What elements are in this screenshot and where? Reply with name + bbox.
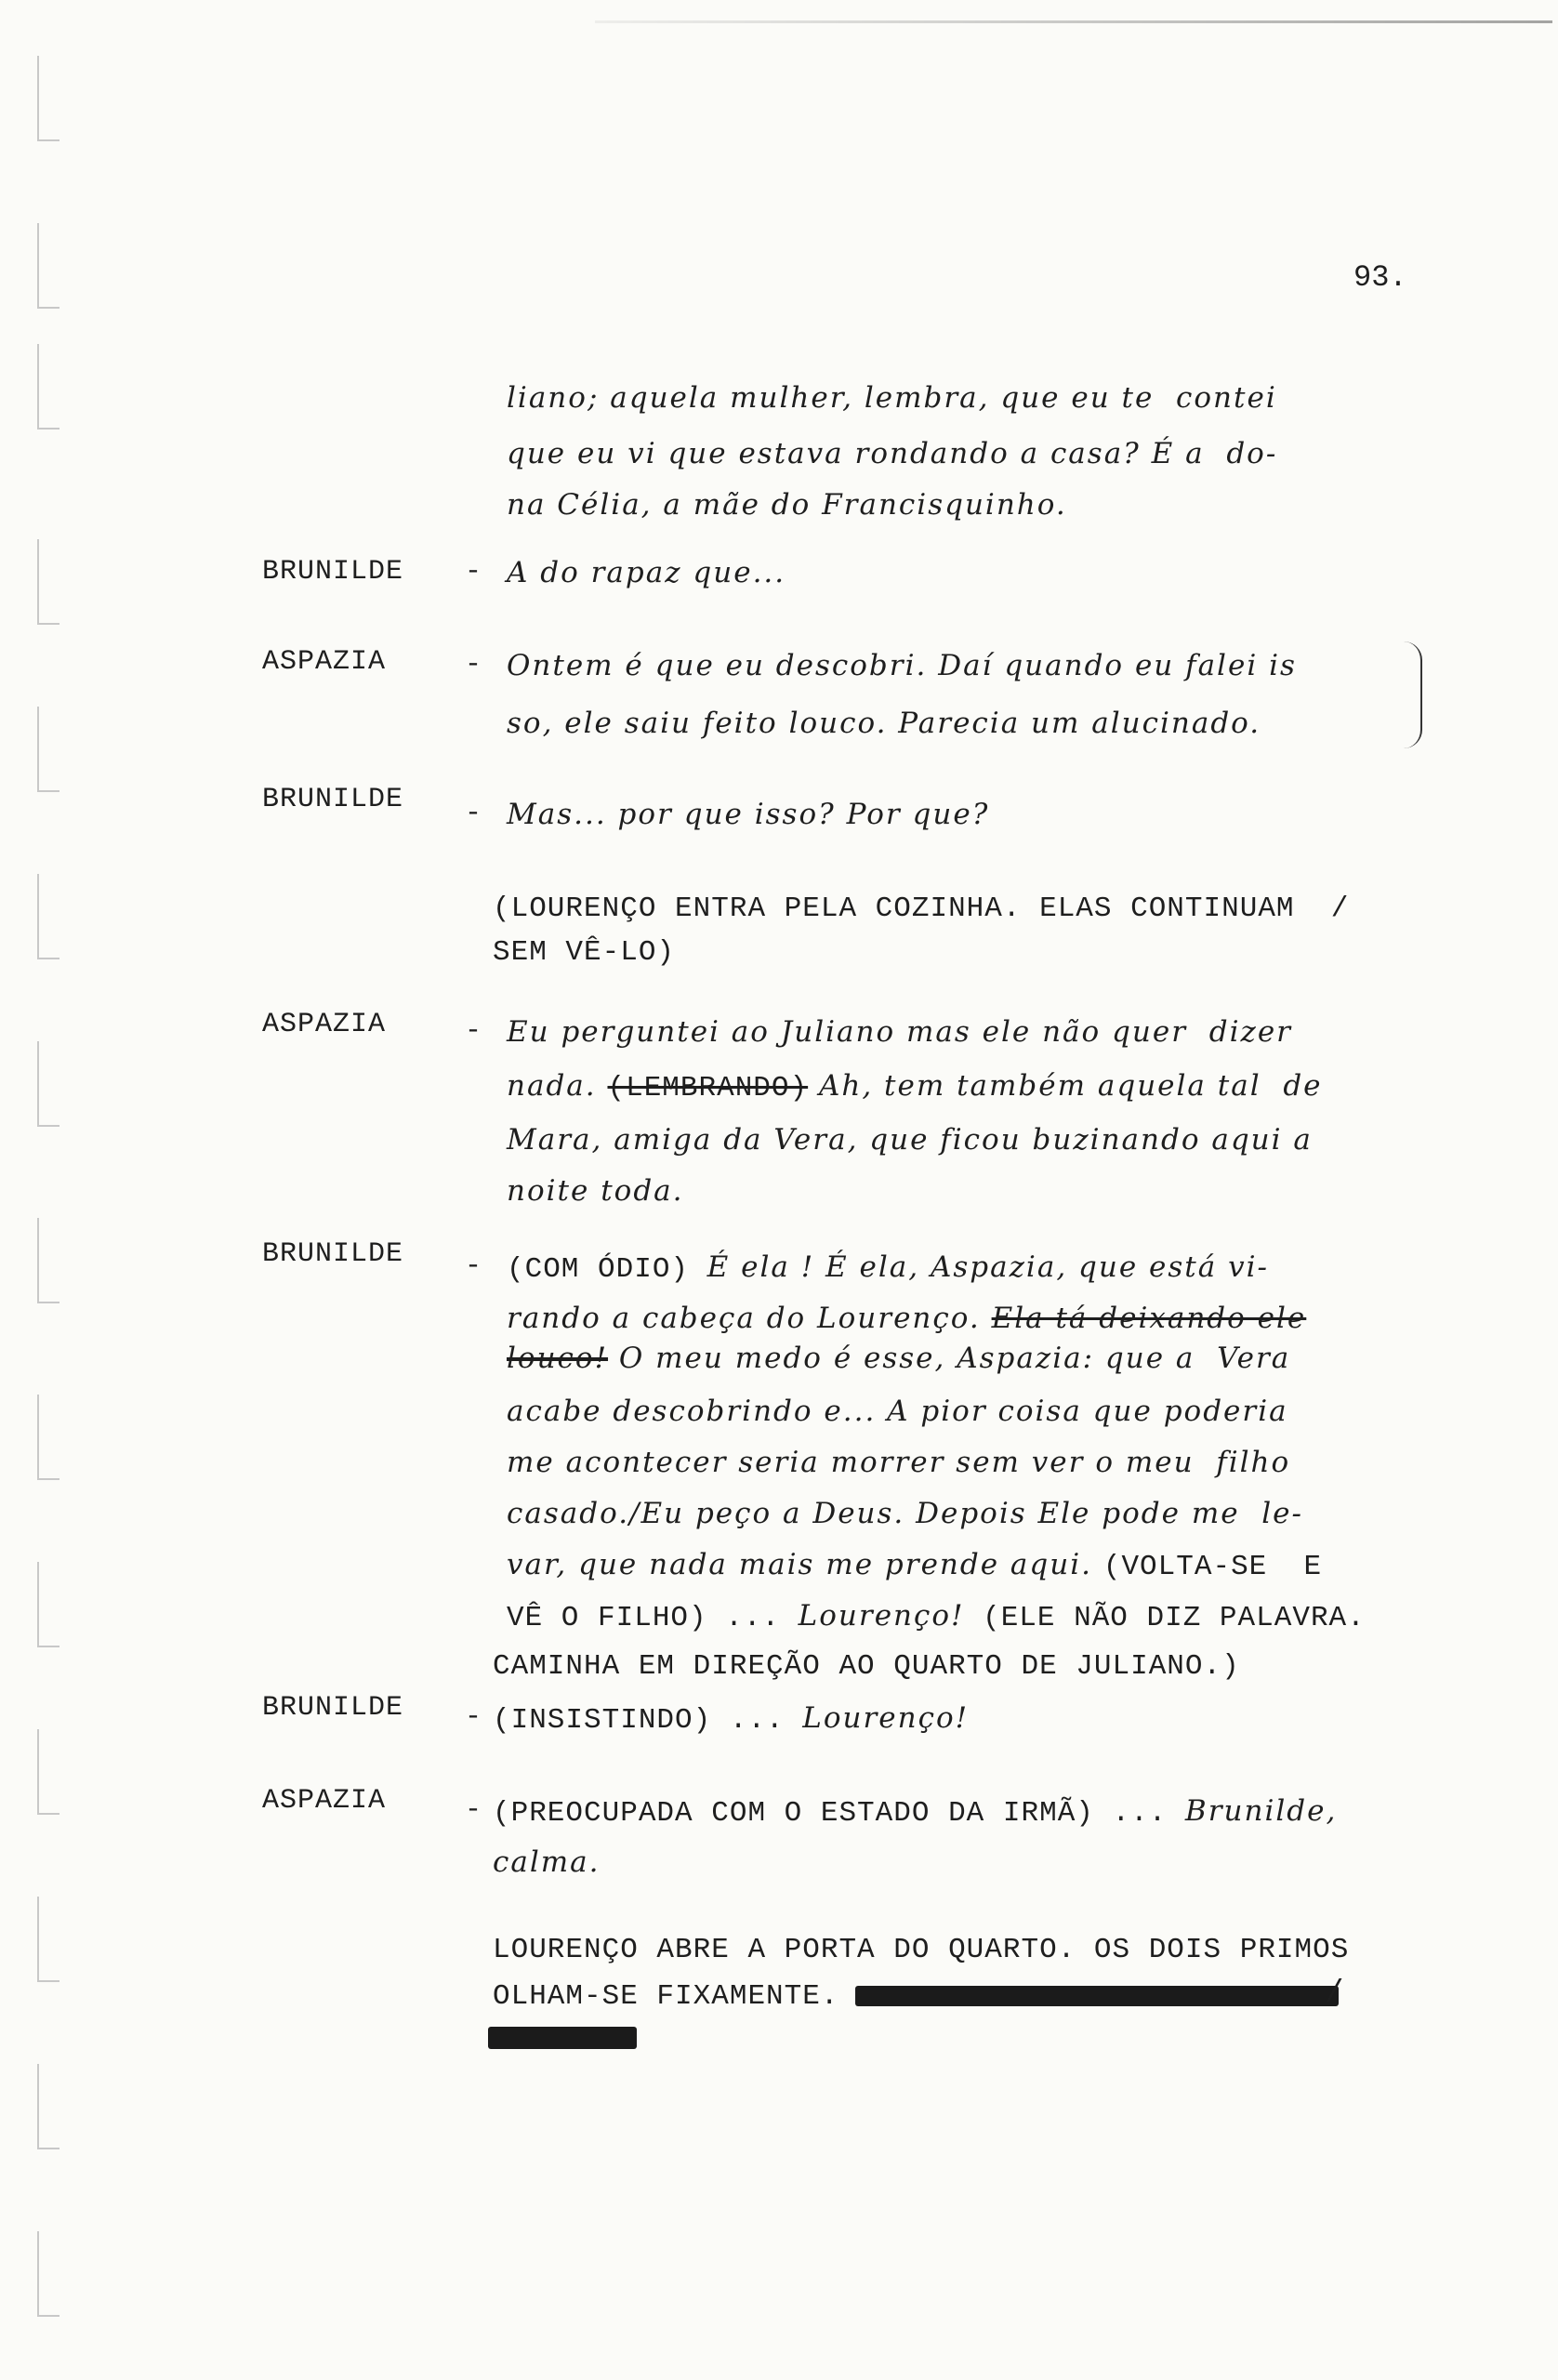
dialogue-line: A do rapaz que...: [507, 556, 786, 589]
dialogue-line: Ontem é que eu descobri. Daí quando eu falei is: [507, 649, 1297, 682]
dialogue-line: acabe descobrindo e... A pior coisa que poderia: [507, 1395, 1288, 1428]
dialogue-text: Lourenço!: [798, 1599, 965, 1633]
page-number: 93.: [1353, 260, 1407, 295]
dialogue-line: [493, 1794, 1337, 1830]
crossed-out-text: louco!: [507, 1342, 609, 1375]
redaction-mark: [855, 1986, 1339, 2006]
dialogue-line: me acontecer seria morrer sem ver o meu filho: [507, 1446, 1291, 1479]
dialogue-text: É ela ! É ela, Aspazia, que está vi-: [706, 1250, 1269, 1284]
binding-margin: [28, 37, 84, 2343]
speaker-name: ASPAZIA: [262, 1009, 387, 1040]
dialogue-line: [507, 1548, 1322, 1583]
stage-direction-inline: (PREOCUPADA COM O ESTADO DA IRMÃ) ...: [493, 1797, 1185, 1830]
dialogue-line: [507, 1302, 1306, 1337]
stage-direction-inline: (COM ÓDIO): [507, 1253, 707, 1286]
dialogue-text: var, que nada mais me prende aqui.: [507, 1548, 1103, 1581]
dialogue-line: [507, 1599, 1366, 1634]
crossed-out-direction: (LEMBRANDO): [607, 1072, 809, 1104]
stage-direction: CAMINHA EM DIREÇÃO AO QUARTO DE JULIANO.): [493, 1650, 1240, 1683]
dialogue-line: casado./Eu peço a Deus. Depois Ele pode me le-: [507, 1497, 1303, 1530]
dialogue-line: [507, 1250, 1269, 1286]
dialogue-text: O meu medo é esse, Aspazia: que a Vera: [608, 1342, 1291, 1375]
dialogue-text: Brunilde,: [1184, 1794, 1338, 1828]
speaker-name: ASPAZIA: [262, 1785, 387, 1817]
speaker-name: ASPAZIA: [262, 646, 387, 678]
dialogue-text: Lourenço!: [802, 1701, 970, 1735]
speaker-name: BRUNILDE: [262, 1238, 404, 1270]
dialogue-line: [507, 1069, 1323, 1104]
dialogue-line: so, ele saiu feito louco. Parecia um alucinado.: [507, 707, 1261, 740]
stage-direction: (LOURENÇO ENTRA PELA COZINHA. ELAS CONTINUAM /: [493, 892, 1350, 925]
dialogue-dash: -: [465, 1794, 482, 1826]
dialogue-line: Mas... por que isso? Por que?: [507, 798, 990, 831]
dialogue-line: Eu perguntei ao Juliano mas ele não quer dizer: [507, 1015, 1292, 1049]
dialogue-line: liano; aquela mulher, lembra, que eu te contei: [507, 381, 1277, 415]
redaction-mark: [488, 2027, 637, 2049]
dialogue-line: [493, 1701, 969, 1737]
scan-top-edge: [595, 20, 1552, 23]
stage-direction: SEM VÊ-LO): [493, 936, 676, 969]
stage-direction: OLHAM-SE FIXAMENTE.: [493, 1980, 839, 2013]
dialogue-dash: -: [465, 1701, 482, 1733]
dialogue-dash: -: [465, 798, 482, 829]
dialogue-line: calma.: [493, 1845, 601, 1879]
speaker-name: BRUNILDE: [262, 784, 404, 815]
dialogue-line: na Célia, a mãe do Francisquinho.: [507, 488, 1067, 522]
dialogue-text: Ah, tem também aquela tal de: [808, 1069, 1323, 1103]
stage-direction-inline: (VOLTA-SE E: [1102, 1551, 1323, 1583]
stage-direction: LOURENÇO ABRE A PORTA DO QUARTO. OS DOIS PRIMOS: [493, 1934, 1350, 1966]
dialogue-line: noite toda.: [507, 1174, 684, 1208]
dialogue-dash: -: [465, 649, 482, 681]
speaker-name: BRUNILDE: [262, 556, 404, 588]
margin-bracket: [1404, 641, 1422, 748]
dialogue-line: que eu vi que estava rondando a casa? É a do-: [507, 437, 1278, 470]
crossed-out-text: Ela tá deixando ele: [991, 1302, 1307, 1335]
dialogue-dash: -: [465, 1015, 482, 1047]
speaker-name: BRUNILDE: [262, 1692, 404, 1724]
stage-direction-inline: (INSISTINDO) ...: [493, 1704, 803, 1737]
stage-direction-inline: VÊ O FILHO) ...: [507, 1602, 799, 1634]
dialogue-text: rando a cabeça do Lourenço.: [507, 1302, 992, 1335]
stage-direction: /: [1325, 1977, 1344, 2012]
dialogue-line: [507, 1342, 1290, 1377]
stage-direction-inline: (ELE NÃO DIZ PALAVRA.: [964, 1602, 1366, 1634]
dialogue-dash: -: [465, 556, 482, 588]
dialogue-line: Mara, amiga da Vera, que ficou buzinando aqui a: [507, 1123, 1313, 1157]
dialogue-dash: -: [465, 1250, 482, 1282]
dialogue-text: nada.: [507, 1069, 608, 1103]
